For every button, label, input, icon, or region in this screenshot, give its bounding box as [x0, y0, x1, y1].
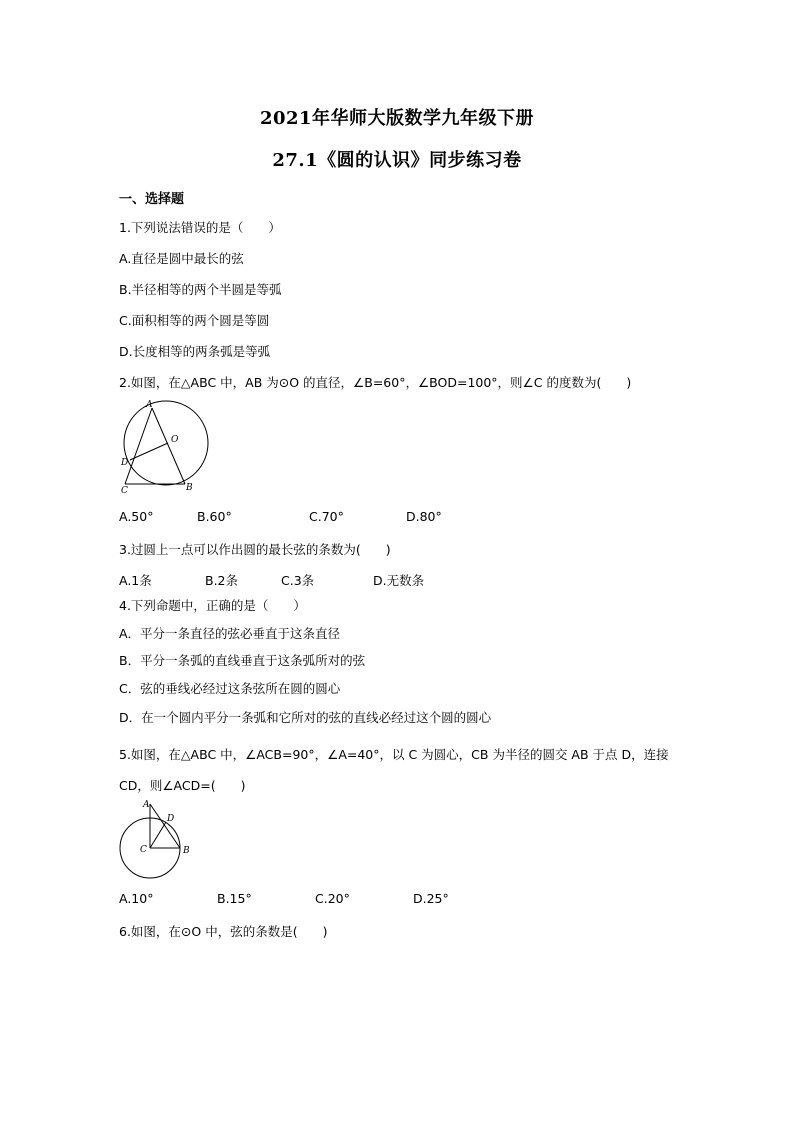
q4-stem: 4.下列命题中，正确的是（ ） [119, 598, 306, 613]
q2-label-o: O [171, 435, 179, 445]
q5-label-d: D [167, 814, 175, 824]
q1-option-b: B.半径相等的两个半圆是等弧 [119, 282, 282, 297]
q2-stem: 2.如图，在△ABC 中，AB 为⊙O 的直径，∠B=60°，∠BOD=100°，则∠C 的度数为( ) [119, 375, 632, 390]
q3-stem: 3.过圆上一点可以作出圆的最长弦的条数为( ) [119, 542, 391, 557]
q6-stem: 6.如图，在⊙O 中，弦的条数是( ) [119, 924, 328, 939]
page-title: 2021年华师大版数学九年级下册 [259, 108, 535, 129]
page-subtitle: 27.1《圆的认识》同步练习卷 [272, 150, 522, 171]
q2-option-c: C.70° [309, 509, 344, 524]
q2-label-c: C [121, 486, 128, 496]
q1-option-c: C.面积相等的两个圆是等圆 [119, 313, 270, 328]
q5-option-a: A.10° [119, 891, 154, 906]
q4-option-b: B．平分一条弧的直线垂直于这条弧所对的弦 [119, 653, 366, 668]
q5-stem-line2: CD，则∠ACD=( ) [119, 778, 246, 793]
q5-label-a: A [143, 800, 150, 810]
q5-figure [114, 796, 204, 886]
q4-option-d: D．在一个圆内平分一条弧和它所对的弦的直线必经过这个圆的圆心 [119, 710, 492, 725]
q5-option-b: B.15° [217, 891, 252, 906]
q2-option-b: B.60° [197, 509, 232, 524]
q4-option-a: A．平分一条直径的弦必垂直于这条直径 [119, 626, 341, 641]
q4-option-c: C．弦的垂线必经过这条弦所在圆的圆心 [119, 681, 341, 696]
q5-label-b: B [183, 846, 190, 856]
q1-option-d: D.长度相等的两条弧是等弧 [119, 344, 271, 359]
q1-stem: 1.下列说法错误的是（ ） [119, 220, 281, 235]
q2-label-b: B [186, 483, 193, 493]
q2-option-d: D.80° [406, 509, 442, 524]
q2-label-a: A [146, 400, 153, 410]
q2-label-d: D [121, 458, 129, 468]
q3-option-c: C.3条 [281, 573, 315, 588]
q2-figure [116, 398, 226, 498]
q5-label-c: C [140, 845, 147, 855]
q2-option-a: A.50° [119, 509, 154, 524]
q1-option-a: A.直径是圆中最长的弦 [119, 251, 244, 266]
q3-option-a: A.1条 [119, 573, 152, 588]
q5-stem-line1: 5.如图，在△ABC 中，∠ACB=90°，∠A=40°，以 C 为圆心，CB 为半径的圆交 AB 于点 D，连接 [119, 747, 669, 762]
q5-option-d: D.25° [413, 891, 449, 906]
section-heading: 一、选择题 [119, 192, 185, 207]
q3-option-d: D.无数条 [373, 573, 425, 588]
q3-option-b: B.2条 [205, 573, 239, 588]
q5-option-c: C.20° [315, 891, 350, 906]
